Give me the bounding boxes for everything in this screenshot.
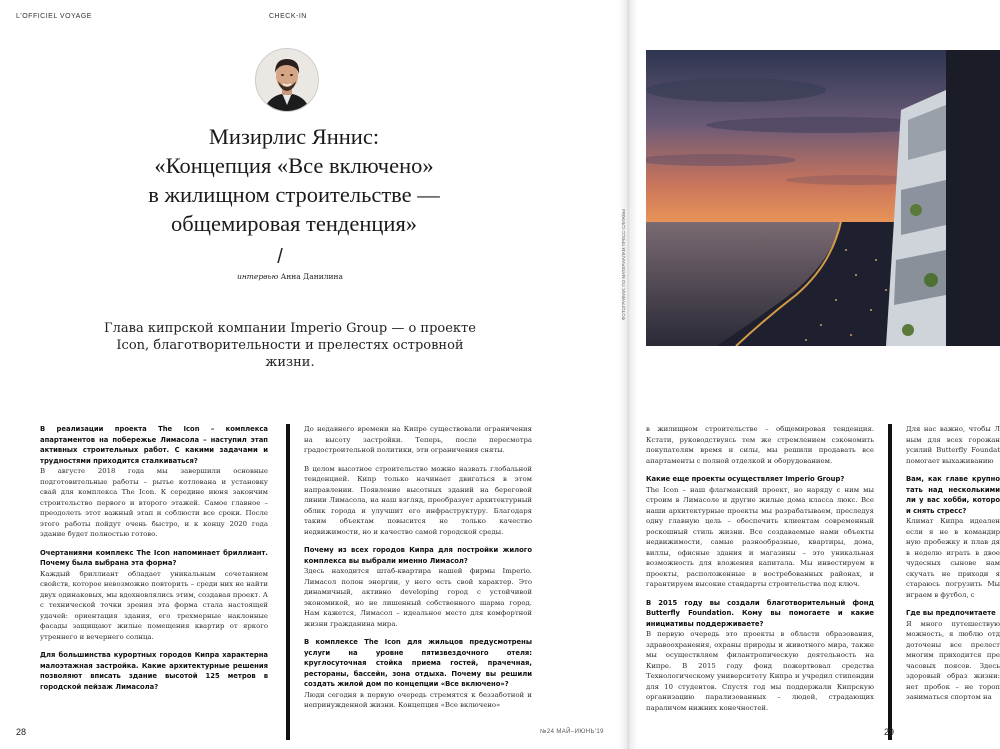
question: Вам, как главе крупно тать над несколькими ли у вас хобби, которо и снять стресс? bbox=[906, 475, 1000, 515]
photo-credit: ФОТОГРАФИИ: ПО МАТЕРИАЛАМ ПРЕСС-СЛУЖБЫ bbox=[621, 208, 626, 320]
question: Почему из всех городов Кипра для постройки жилого комплекса вы выбрали именно Лимасол? bbox=[304, 546, 532, 565]
question: В 2015 году вы создали благотворительный фонд Butterfly Foundation. Кому вы помогаете и какие инициативы поддерживаете? bbox=[646, 598, 874, 628]
title-line: в жилищном строительстве — bbox=[148, 182, 440, 207]
city-sunset-photo bbox=[646, 50, 1000, 346]
answer: Здесь находится штаб-квартира нашей фирмы Imperio. Лимасол полон энергии, у него есть свой характер. Это динамичный, активно developing город с устойчивой экономикой, но не лишенный собственного шарма город. Нам кажется, Лимасол – идеальное место для комфортной жизни гражданина мира. bbox=[304, 567, 532, 628]
page-number-left: 28 bbox=[16, 727, 27, 737]
answer: До недавнего времени на Кипре существовали ограничения на высоту застройки. Теперь, после пересмотра градостроительной политики, эти ограничения сняты. bbox=[304, 425, 532, 454]
title-line: «Концепция «Все включено» bbox=[154, 153, 434, 178]
question: В комплексе The Icon для жильцов предусмотрены услуги на уровне пятизвездочного отеля: круглосуточная стойка приема гостей, прачечная, рестораны, бассейн, зона отдыха. Почему вы решили создать жилой дом по концепции «Все включено»? bbox=[304, 638, 532, 688]
byline-author: Анна Данилина bbox=[280, 272, 343, 281]
section-header: CHECK-IN bbox=[269, 13, 307, 20]
answer: The Icon – наш флагманский проект, но наряду с ним мы строим в Лимасоле и другие жилые дома класса люкс. Все наши архитектурные проекты мы разрабатываем, преследуя одну главную цель – обеспечить клиентам современный роскошный стиль жизни. Все создаваемые нами объекты недвижимости, самые разнообразные, квартиры, дома, виллы, офисные здания и магазины – это уникальная возможность для вложения капитала. Мы инвестируем в проекты, расположенные в востребованных районах, и гарантируем высокие стандарты строительства под ключ. bbox=[646, 485, 874, 588]
byline-role: интервью bbox=[237, 272, 279, 281]
text-column-3 bbox=[646, 424, 874, 721]
portrait-icon bbox=[256, 49, 318, 111]
issue-label: №24 МАЙ–ИЮНЬ'19 bbox=[540, 729, 604, 735]
question: Где вы предпочитаете bbox=[906, 609, 996, 617]
answer: Люди сегодня в первую очередь стремятся к беззаботной и непринужденной жизни. Концепция «Все включено» bbox=[304, 690, 532, 709]
answer: в жилищном строительстве – общемировая тенденция. Кстати, руководствуясь тем же стремлением сэкономить покупателям время и силы, мы решили продавать все апартаменты с полной отделкой и оборудованием. bbox=[646, 425, 874, 465]
sunset-image-icon bbox=[646, 50, 1000, 346]
spread-gutter bbox=[618, 0, 638, 749]
title-line: общемировая тенденция» bbox=[170, 211, 418, 236]
column-rule bbox=[286, 424, 290, 740]
portrait-photo bbox=[255, 48, 319, 112]
article-lead: Глава кипрской компании Imperio Group — о проекте Icon, благотворительности и прелестях островной жизни. bbox=[104, 321, 476, 370]
page-number-right: 29 bbox=[884, 727, 895, 737]
question: В реализации проекта The Icon – комплекса апартаментов на побережье Лимасола – наступил этап активных строительных работ. С какими задачами и трудностями приходится сталкиваться? bbox=[40, 425, 268, 465]
title-line: Мизирлис Яннис: bbox=[208, 124, 380, 149]
slash-divider: / bbox=[277, 246, 283, 268]
byline bbox=[160, 272, 420, 281]
answer: Для нас важно, чтобы Л ным для всех горожан усилий Butterfly Foundat помогает выхаживанию bbox=[906, 425, 1000, 465]
column-rule bbox=[888, 424, 892, 740]
answer: В августе 2018 года мы завершили основные подготовительные работы – рытье котлована и установку свай для комплекса The Icon. К середине июня закончим строительство первого и второго этажей. Самое главное – преодолеть этот важный этап и соблюсти все сроки. После этого работы пойдут очень быстро, и к концу 2020 года здание будет полностью готово. bbox=[40, 467, 268, 538]
answer: В целом высотное строительство можно назвать глобальной тенденцией. Кипр только начинает двигаться в этом направлении. Появление высотных зданий на береговой линии Лимасола, на наш взгляд, преобразует архитектурный облик города и улучшит его инфраструктуру. Благодаря таким объектам повысится не только качество недвижимости, но и качество самой городской среды. bbox=[304, 464, 532, 536]
article-title bbox=[40, 122, 548, 238]
question: Для большинства курортных городов Кипра характерна малоэтажная застройка. Какие архитектурные решения позволяют вписать здание высотой 125 метров в городской пейзаж Лимасола? bbox=[40, 651, 268, 691]
answer: В первую очередь это проекты в области образования, здравоохранения, охраны природы и животного мира, также мы осуществляем филантропическую деятельность на Кипре. В 2015 году фонд пожертвовал средства Технологическому университету Кипра и учредил стипендии для 10 студентов. Спустя год мы поддержали Кипрскую организацию парализованных – людей, страдающих параличом нижних конечностей. bbox=[646, 630, 874, 712]
text-column-4 bbox=[906, 424, 1000, 711]
answer: Я много путешествую можность, я люблю отд доточены все прелест многим приходится пре часовых поясов. Здесь здоровый образ жизни: нет пробок – не тороп заниматься спортом на bbox=[906, 619, 1000, 701]
brand-header: L'OFFICIEL VOYAGE bbox=[16, 13, 92, 20]
text-column-1 bbox=[40, 424, 268, 692]
text-column-2 bbox=[304, 424, 532, 719]
question: Очертаниями комплекс The Icon напоминает бриллиант. Почему была выбрана эта форма? bbox=[40, 548, 268, 567]
answer: Климат Кипра идеален если я не в командир ную пробежку и плав дя в неделю играть в двое чудесных сынове нам скучать не приходи я стараюсь погрузить Мы играем в футбол, с bbox=[906, 517, 1000, 599]
answer: Каждый бриллиант обладает уникальным сочетанием свойств, которое невозможно повторить – среди них не найти двух одинаковых, мы вдохновлялись этим, создавая проект. А с технической точки зрения эта форма стала настоящей удачей: ориентация здания, его трехмерные наклонные фасады защищают жилые помещения квартир от яркого утреннего и вечернего солнца. bbox=[40, 569, 268, 641]
question: Какие еще проекты осуществляет Imperio Group? bbox=[646, 475, 845, 483]
